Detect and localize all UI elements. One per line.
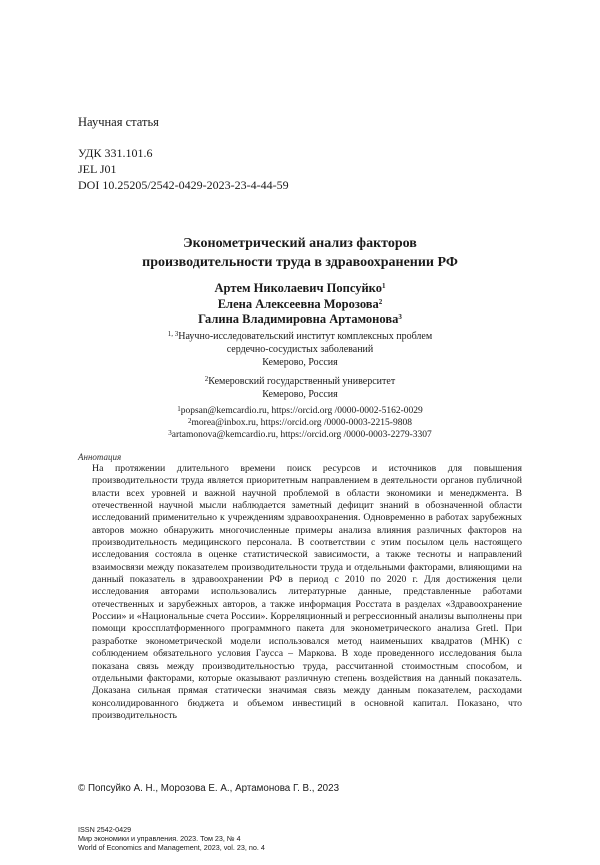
author-contacts [78,405,522,441]
jel-code: JEL J01 [78,162,117,176]
contact-3: $^3$artamonova@kemcardio.ru, https://orcid.org /0000-0003-2279-3307 [168,429,432,440]
author-3: Галина Владимировна Артамонова$^3$ [198,312,402,326]
udc-code: УДК 331.101.6 [78,146,153,160]
abstract-label: Аннотация [78,452,122,462]
journal-name-ru: Мир экономики и управления. 2023. Том 23, № 4 [78,834,241,843]
journal-name-en: World of Economics and Management, 2023, vol. 23, no. 4 [78,843,265,852]
affiliation-2: $^2$Кемеровский государственный университет Кемерово, Россия [204,375,396,400]
journal-footer [78,825,265,852]
contact-1: $^1$popsan@kemcardio.ru, https://orcid.org /0000-0002-5162-0029 [177,405,423,416]
contact-2: $^2$morea@inbox.ru, https://orcid.org /0000-0003-2215-9808 [188,417,412,428]
copyright-notice: © Попсуйко А. Н., Морозова Е. А., Артамонова Г. В., 2023 [78,783,340,794]
authors-list [78,281,522,328]
doi-code: DOI 10.25205/2542-0429-2023-23-4-44-59 [78,178,289,192]
affiliation-1: $^{1, 3}$Научно-исследовательский институт комплексных проблем сердечно-сосудистых заболеваний Кемерово, Россия [167,330,433,368]
author-2: Елена Алексеевна Морозова$^2$ [217,296,383,311]
article-codes [78,145,289,193]
issn: ISSN 2542-0429 [78,825,132,834]
article-type: Научная статья [78,115,159,129]
article-title [78,234,522,272]
author-1: Артем Николаевич Попсуйко$^1$ [214,281,386,295]
title-line-2: производительности труда в здравоохранении РФ [142,255,458,270]
title-line-1: Эконометрический анализ факторов [183,236,417,251]
abstract-text: На протяжении длительного времени поиск ресурсов и источников для повышения производительности труда является приоритетным направлением в деятельности органов публичной власти всех уровней и важной научной проблемой в области экономики и менеджмента. В отечественной научной мысли наблюдается заметный дефицит знаний в обозначенной области исследований применительно к учреждениям здравоохранения. Одновременно в работах зарубежных авторов можно обнаружить многочисленные примеры анализа влияния различных факторов на производительность медицинского персонала. В соответствии с этим посылом цель настоящего исследования состояла в оценке статистической зависимости, а также тесноты и направлений взаимосвязи между показателем производительности труда и отдельными факторами, влияющими на данный показатель в здравоохранении РФ в период с 2010 по 2020 г. Для достижения цели исследования авторами использовались литературные данные, представленные работами отечественных и зарубежных авторов, а также информация Росстата в разделах «Здравоохранение России» и «Национальные счета России». Корреляционный и регрессионный анализы выполнены при помощи кроссплатформенного программного пакета для эконометрического анализа Gretl. При разработке эконометрической модели использовался метод наименьших квадратов (МНК) с соблюдением обязательного условия Гаусса – Маркова. В ходе проведенного исследования была показана связь между производительностью труда, рассчитанной стоимостным способом, и отдельными факторами, которые оказывают различную степень воздействия на данный показатель. Доказана сильная прямая статически значимая связь между данным показателем, расходами консолидированного бюджета и объемом инвестиций в основной капитал. Показано, что производительность [92,463,522,721]
